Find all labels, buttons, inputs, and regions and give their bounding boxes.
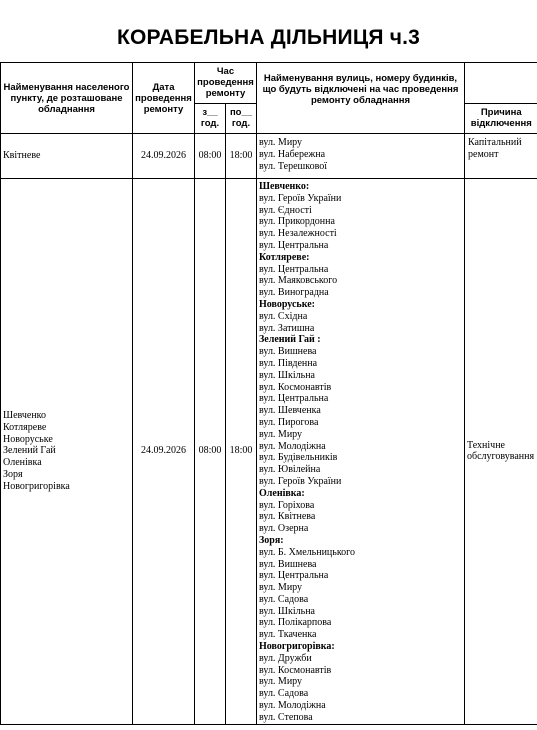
street-item: вул. Садова (259, 688, 309, 700)
row-1-time-from: 08:00 (195, 134, 226, 179)
page-title: КОРАБЕЛЬНА ДІЛЬНИЦЯ ч.3 (116, 26, 421, 49)
table-row (1, 134, 537, 179)
outage-schedule-table (0, 62, 537, 725)
header-time-to: по__ год. (226, 103, 257, 133)
village-heading: Оленівка: (259, 487, 305, 499)
row-1-date: 24.09.2026 (133, 134, 195, 179)
street-item: вул. Незалежності (259, 228, 337, 240)
row-1-streets (257, 134, 465, 179)
street-item: вул. Терешкової (259, 160, 328, 172)
settlement-name: Котляреве (3, 421, 47, 433)
street-item: вул. Маяковського (259, 275, 338, 287)
street-item: вул. Горіхова (259, 499, 315, 511)
street-item: вул. Пирогова (259, 416, 319, 428)
settlement-name: Шевченко (3, 410, 47, 422)
street-item: вул. Космонавтів (259, 381, 332, 393)
street-item: вул. Єдності (259, 204, 312, 216)
street-item: вул. Будівельників (259, 452, 338, 464)
street-item: вул. Шкільна (259, 369, 315, 381)
table-row (1, 179, 537, 725)
street-item: вул. Молодіжна (259, 440, 326, 452)
village-heading: Шевченко: (259, 181, 310, 192)
street-item: вул. Миру (259, 676, 303, 688)
row-2-settlements (1, 179, 133, 725)
settlement-name: Новоруське (3, 433, 53, 445)
street-item: вул. Б. Хмельницького (259, 546, 356, 558)
header-date: Дата проведення ремонту (133, 63, 195, 134)
row-1-settlements (1, 134, 133, 179)
street-item: вул. Героїв України (259, 475, 342, 487)
street-item: вул. Молодіжна (259, 700, 326, 712)
street-item: вул. Виноградна (259, 287, 329, 299)
street-item: вул. Дружби (259, 652, 312, 664)
settlement-name: Зоря (3, 469, 23, 481)
street-item: вул. Вишнева (259, 346, 317, 358)
row-2-streets (257, 179, 465, 725)
street-item: вул. Квітнева (259, 511, 316, 523)
row-2-time-to: 18:00 (226, 179, 257, 725)
street-item: вул. Полікарпова (259, 617, 332, 629)
header-time: Час проведення ремонту (195, 63, 257, 104)
street-item: вул. Східна (259, 310, 308, 322)
header-streets: Найменування вулиць, номеру будинків, що будуть відключені на час проведення ремонту обладнання (257, 63, 465, 134)
street-item: вул. Степова (259, 711, 313, 723)
settlement-name: Новогригорівка (3, 480, 70, 492)
row-1-time-to: 18:00 (226, 134, 257, 179)
row-2-reason: Технічне обслуговування (465, 179, 537, 725)
street-item: вул. Центральна (259, 393, 329, 405)
header-settlement: Найменування населеного пункту, де розташоване обладнання (1, 63, 133, 134)
village-heading: Зелений Гай : (259, 334, 321, 346)
street-item: вул. Набережна (259, 148, 326, 160)
street-item: вул. Ювілейна (259, 464, 321, 476)
header-reason: Причина відключення (465, 103, 537, 133)
street-item: вул. Південна (259, 357, 318, 369)
header-empty-cell (465, 63, 537, 104)
village-heading: Котляреве: (259, 251, 310, 263)
street-item: вул. Вишнева (259, 558, 317, 570)
street-item: вул. Садова (259, 593, 309, 605)
street-item: вул. Миру (259, 428, 303, 440)
street-item: вул. Миру (259, 582, 303, 594)
street-item: вул. Озерна (259, 523, 309, 535)
row-2-time-from: 08:00 (195, 179, 226, 725)
street-item: вул. Центральна (259, 263, 329, 275)
street-item: вул. Центральна (259, 570, 329, 582)
row-2-date: 24.09.2026 (133, 179, 195, 725)
street-item: вул. Прикордонна (259, 216, 335, 228)
street-item: вул. Героїв України (259, 192, 342, 204)
row-1-reason: Капітальний ремонт (465, 134, 537, 179)
settlement-name: Квітневе (3, 150, 41, 162)
street-item: вул. Миру (259, 137, 303, 148)
street-item: вул. Шкільна (259, 605, 315, 617)
street-item: вул. Затишна (259, 322, 315, 334)
header-time-from: з__ год. (195, 103, 226, 133)
village-heading: Новогригорівка: (259, 641, 335, 653)
settlement-name: Оленівка (3, 457, 42, 469)
settlement-name: Зелений Гай (3, 445, 56, 457)
village-heading: Новоруське: (259, 298, 315, 310)
street-item: вул. Центральна (259, 239, 329, 251)
village-heading: Зоря: (259, 534, 284, 546)
street-item: вул. Шевченка (259, 405, 321, 417)
street-item: вул. Ткаченка (259, 629, 317, 641)
street-item: вул. Космонавтів (259, 664, 332, 676)
